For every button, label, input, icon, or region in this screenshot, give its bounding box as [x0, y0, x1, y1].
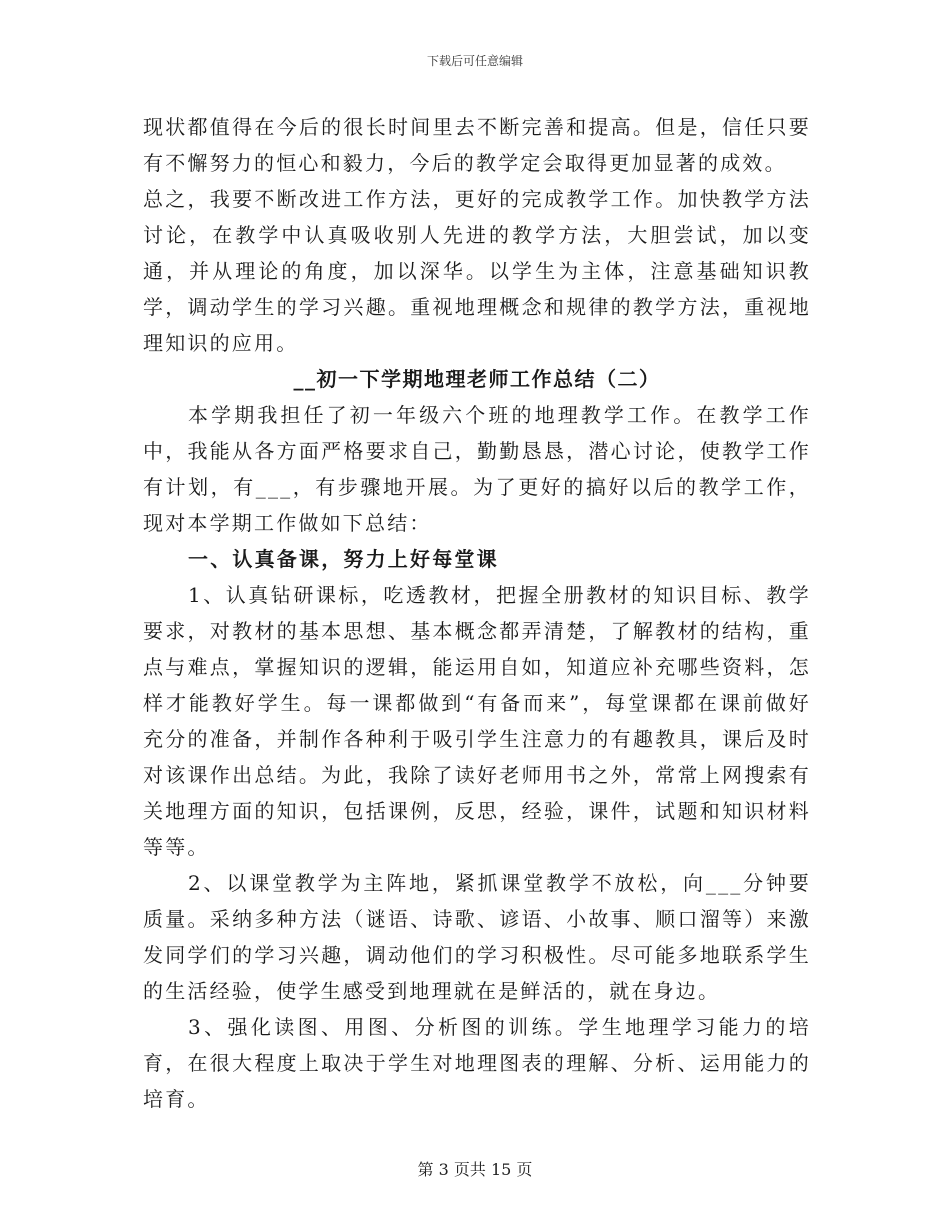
paragraph-item-1: 1、认真钻研课标，吃透教材，把握全册教材的知识目标、教学要求，对教材的基本思想、基本概念都弄清楚，了解教材的结构，重点与难点，掌握知识的逻辑，能运用自如，知道应补充哪些资料，怎样才能教好学生。每一课都做到“有备而来”，每堂课都在课前做好充分的准备，并制作各种利于吸引学生注意力的有趣教具，课后及时对该课作出总结。为此，我除了读好老师用书之外，常常上网搜索有关地理方面的知识，包括课例，反思，经验，课件，试题和知识材料等等。 [143, 583, 811, 859]
page-number-footer: 第 3 页共 15 页 [417, 1160, 533, 1179]
document-body [143, 109, 811, 1117]
paragraph-item-2: 2、以课堂教学为主阵地，紧抓课堂教学不放松，向___分钟要质量。采纳多种方法（谜语、诗歌、谚语、小故事、顺口溜等）来激发同学们的学习兴趣，调动他们的学习积极性。尽可能多地联系学生的生活经验，使学生感受到地理就在是鲜活的，就在身边。 [143, 871, 811, 1003]
paragraph-item-3: 3、强化读图、用图、分析图的训练。学生地理学习能力的培育，在很大程度上取决于学生对地理图表的理解、分析、运用能力的培育。 [143, 1015, 811, 1111]
paragraph-intro: 本学期我担任了初一年级六个班的地理教学工作。在教学工作中，我能从各方面严格要求自己，勤勤恳恳，潜心讨论，使教学工作有计划，有___，有步骤地开展。为了更好的搞好以后的教学工作，现对本学期工作做如下总结： [143, 403, 811, 535]
page-header: 下载后可任意编辑 [426, 54, 523, 68]
paragraph-summary: 总之，我要不断改进工作方法，更好的完成教学工作。加快教学方法讨论，在教学中认真吸收别人先进的教学方法，大胆尝试，加以变通，并从理论的角度，加以深华。以学生为主体，注意基础知识教学，调动学生的学习兴趣。重视地理概念和规律的教学方法，重视地理知识的应用。 [143, 187, 811, 355]
document-title: __初一下学期地理老师工作总结（二） [293, 367, 661, 391]
section-heading-1: 一、认真备课，努力上好每堂课 [188, 547, 499, 571]
paragraph-continuation: 现状都值得在今后的很长时间里去不断完善和提高。但是，信任只要有不懈努力的恒心和毅力，今后的教学定会取得更加显著的成效。 [143, 115, 811, 175]
